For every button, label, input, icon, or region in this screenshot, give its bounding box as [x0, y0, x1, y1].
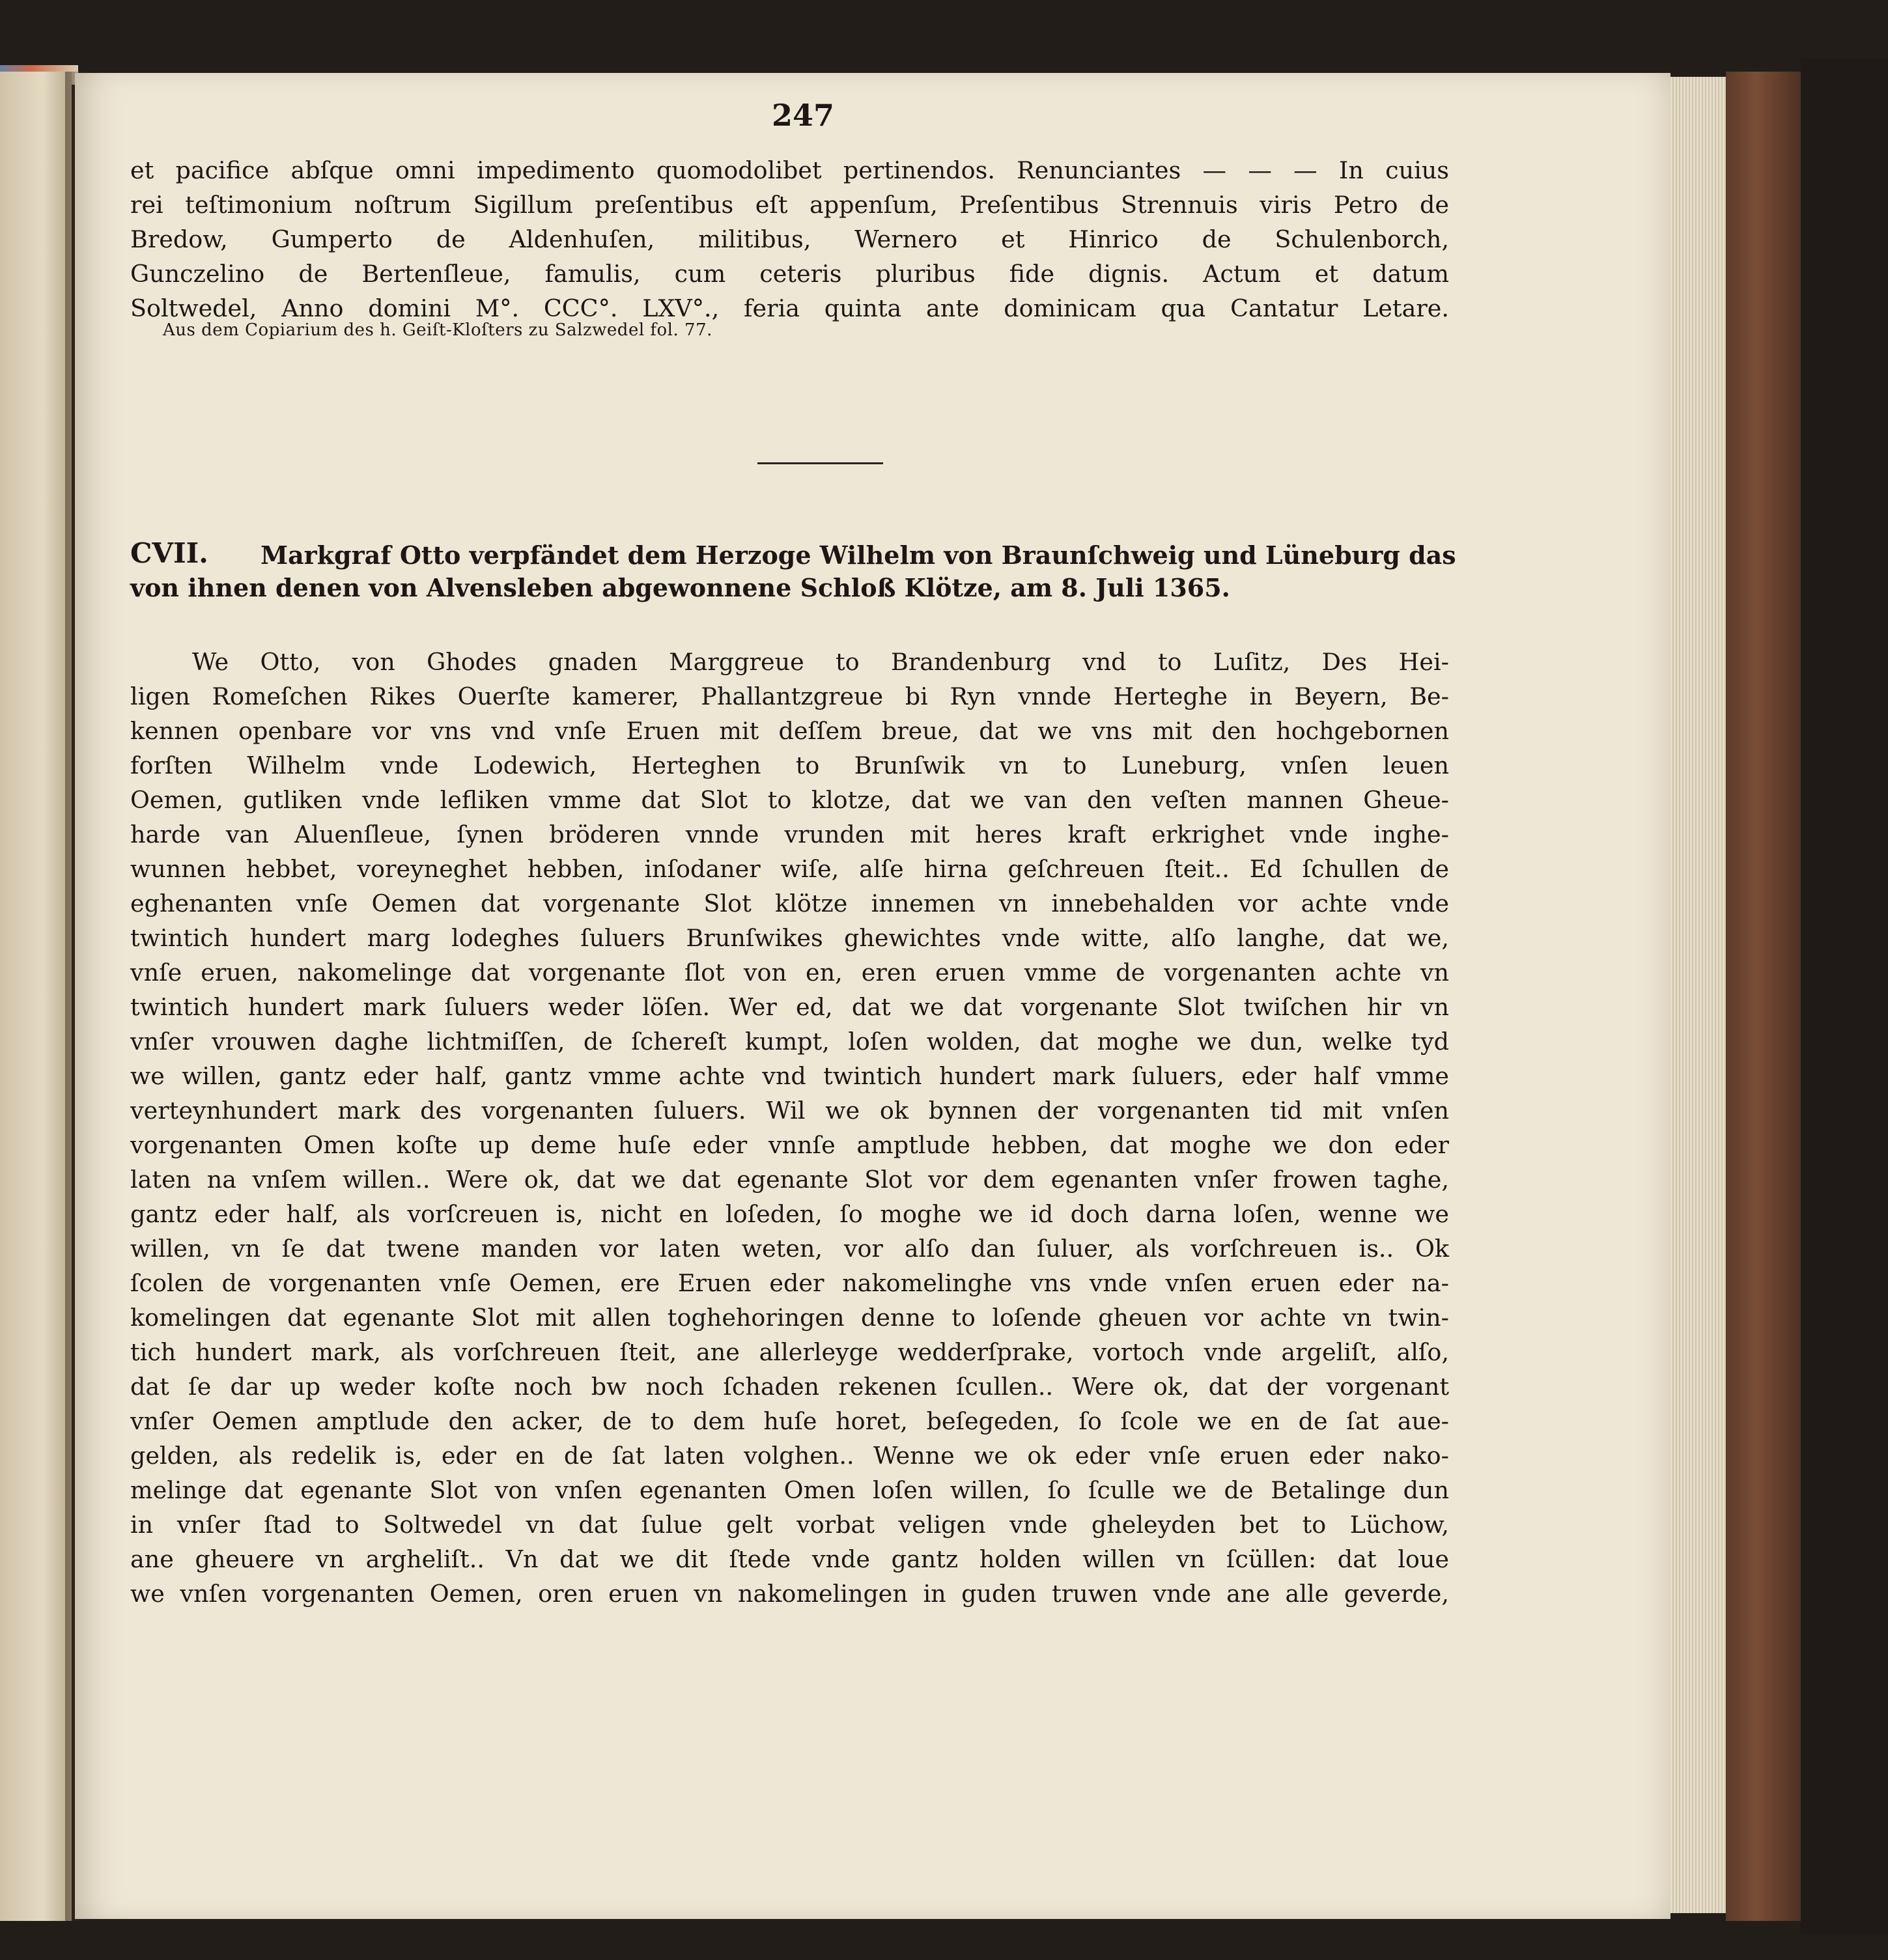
text-line: vnſer Oemen amptlude den acker, de to dem huſe horet, beſegeden, ſo ſcole we en de ſat aue-: [130, 1407, 1449, 1435]
text-line: eghenanten vnſe Oemen dat vorgenante Slot klötze innemen vn innebehalden vor achte vnde: [130, 889, 1449, 917]
text-line: ſcolen de vorgenanten vnſe Oemen, ere Eruen eder nakomelinghe vns vnde vnſen eruen eder na-: [130, 1269, 1449, 1297]
text-line: gantz eder half, als vorſcreuen is, nicht en loſeden, ſo moghe we id doch darna loſen, wenne we: [130, 1200, 1449, 1228]
text-line: vnſer vrouwen daghe lichtmiſſen, de ſchereſt kumpt, loſen wolden, dat moghe we dun, welke tyd: [130, 1028, 1449, 1056]
left-page-edge: [0, 72, 72, 1921]
text-line: forſten Wilhelm vnde Lodewich, Herteghen to Brunſwik vn to Luneburg, vnſen leuen: [130, 751, 1449, 779]
text-line: Soltwedel, Anno domini M°. CCC°. LXV°., feria quinta ante dominicam qua Cantatur Letare.: [130, 294, 1449, 322]
book-cover-edge: [1726, 72, 1801, 1921]
text-line: laten na vnſem willen.. Were ok, dat we dat egenante Slot vor dem egenanten vnſer frowen taghe,: [130, 1166, 1449, 1194]
text-line: harde van Aluenſleue, ſynen bröderen vnnde vrunden mit heres kraft erkrighet vnde inghe-: [130, 820, 1449, 848]
text-line: verteynhundert mark des vorgenanten ſuluers. Wil we ok bynnen der vorgenanten tid mit vnſen: [130, 1097, 1449, 1125]
text-line: Bredow, Gumperto de Aldenhuſen, militibus, Wernero et Hinrico de Schulenborch,: [130, 225, 1449, 253]
text-line: ligen Romeſchen Rikes Ouerſte kamerer, Phallantzgreue bi Ryn vnnde Herteghe in Beyern, Be-: [130, 682, 1449, 710]
page-number: 247: [772, 98, 835, 133]
text-line: rei teſtimonium noſtrum Sigillum preſentibus eſt appenſum, Preſentibus Strennuis viris Petro de: [130, 191, 1449, 219]
text-line: vorgenanten Omen koſte up deme huſe eder vnnſe amptlude hebben, dat moghe we don eder: [130, 1131, 1449, 1159]
top-paragraph: [130, 153, 1449, 326]
text-line: wunnen hebbet, voreyneghet hebben, inſodaner wiſe, alſe hirna geſchreuen ſteit.. Ed ſchullen de: [130, 855, 1449, 883]
text-line: et pacifice abſque omni impedimento quomodolibet pertinendos. Renunciantes — — — In cuius: [130, 156, 1449, 184]
page-stack-edge: [1667, 77, 1726, 1913]
text-line: Oemen, gutliken vnde lefliken vmme dat Slot to klotze, dat we van den veſten mannen Gheue-: [130, 786, 1449, 814]
text-line: tich hundert mark, als vorſchreuen ſteit, ane allerleyge wedderſprake, vortoch vnde argeliſt, alſo,: [130, 1338, 1449, 1366]
document-heading: [261, 537, 1456, 573]
text-line: twintich hundert marg lodeghes ſuluers Brunſwikes ghewichtes vnde witte, alſo langhe, dat we,: [130, 924, 1449, 952]
section-divider: [757, 462, 883, 464]
heading-line: von ihnen denen von Alvensleben abgewonnene Schloß Klötze, am 8. Juli 1365.: [130, 573, 1230, 602]
text-line: Gunczelino de Bertenſleue, famulis, cum ceteris pluribus fide dignis. Actum et datum: [130, 260, 1449, 288]
document-body: [130, 645, 1449, 1611]
source-note: Aus dem Copiarium des h. Geiſt-Kloſters zu Salzwedel fol. 77.: [163, 320, 712, 340]
text-line: in vnſer ſtad to Soltwedel vn dat ſulue gelt vorbat veligen vnde gheleyden bet to Lüchow,: [130, 1511, 1449, 1539]
background: [1801, 59, 1888, 1934]
text-line: komelingen dat egenante Slot mit allen toghehoringen denne to loſende gheuen vor achte vn twin-: [130, 1304, 1449, 1332]
text-line: we vnſen vorgenanten Oemen, oren eruen vn nakomelingen in guden truwen vnde ane alle geverde,: [130, 1580, 1449, 1608]
text-line: we willen, gantz eder half, gantz vmme achte vnd twintich hundert mark ſuluers, eder half vmme: [130, 1062, 1449, 1090]
text-line: vnſe eruen, nakomelinge dat vorgenante ſlot von en, eren eruen vmme de vorgenanten achte vn: [130, 959, 1449, 987]
text-line: ane gheuere vn argheliſt.. Vn dat we dit ſtede vnde gantz holden willen vn ſcüllen: dat loue: [130, 1545, 1449, 1573]
text-line: gelden, als redelik is, eder en de ſat laten volghen.. Wenne we ok eder vnſe eruen eder nako-: [130, 1442, 1449, 1470]
text-line: dat ſe dar up weder koſte noch bw noch ſchaden rekenen ſcullen.. Were ok, dat der vorgenant: [130, 1373, 1449, 1401]
text-line: kennen openbare vor vns vnd vnſe Eruen mit deſſem breue, dat we vns mit den hochgebornen: [130, 717, 1449, 745]
document-number: CVII.: [130, 537, 208, 569]
text-line: twintich hundert mark ſuluers weder löſen. Wer ed, dat we dat vorgenante Slot twiſchen hir vn: [130, 993, 1449, 1021]
heading-line: Markgraf Otto verpfändet dem Herzoge Wilhelm von Braunſchweig und Lüneburg das: [261, 540, 1456, 570]
text-line: willen, vn ſe dat twene manden vor laten weten, vor alſo dan ſuluer, als vorſchreuen is.. Ok: [130, 1235, 1449, 1263]
text-line: We Otto, von Ghodes gnaden Marggreue to Brandenburg vnd to Luſitz, Des Hei-: [192, 648, 1449, 676]
text-line: melinge dat egenante Slot von vnſen egenanten Omen loſen willen, ſo ſculle we de Betalinge dun: [130, 1476, 1449, 1504]
